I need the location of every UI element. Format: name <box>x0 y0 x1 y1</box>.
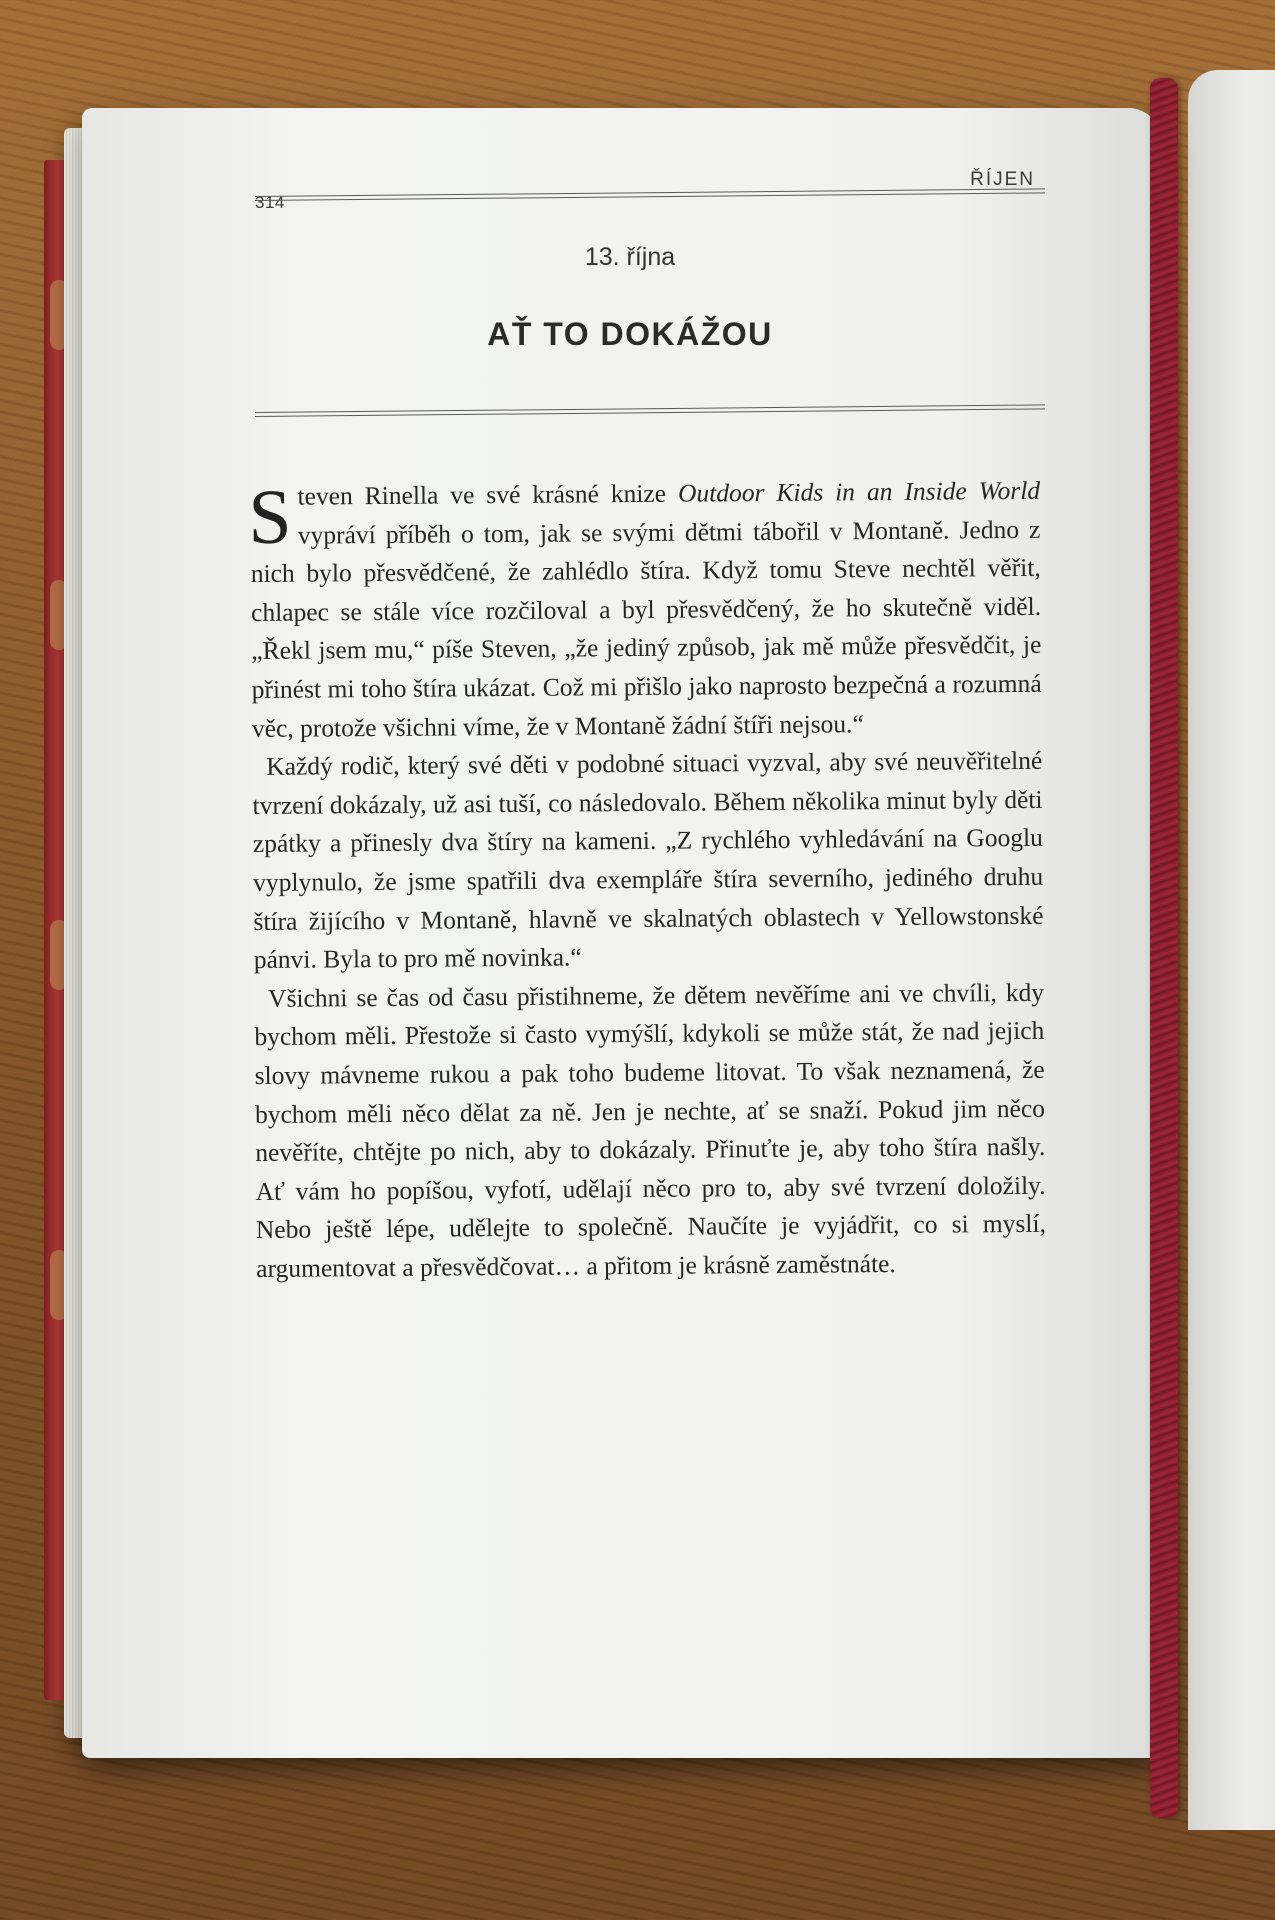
book-title: Outdoor Kids in an Inside World <box>677 475 1041 508</box>
paragraph-2: Každý rodič, který své děti v podobné situaci vyzval, aby své neuvěřitelné tvrzení dokázaly, už asi tuší, co následovalo. Během několika minut byly děti zpátky a přinesly dva štíry na kameni. „Z rychlého vyhledávání na Googlu vyplynulo, že jsme spatřili dva exempláře štíra severního, jediného druhu štíra žijícího v Montaně, hlavně ve skalnatých oblastech v Yellowstonské pánvi. Byla to pro mě novinka.“ <box>252 745 1044 975</box>
paragraph-1-text-start: teven Rinella ve své krásné knize <box>297 478 679 511</box>
page-number: 314 <box>255 193 285 212</box>
facing-page <box>1188 70 1275 1830</box>
paragraph-3: Všichni se čas od času přistihneme, že dětem nevěříme ani ve chvíli, kdy bychom měli. Přestože si často vymýšlí, kdykoli se může stát, že nad jejich slovy mávneme rukou a pak toho budeme litovat. To však neznamená, že bychom měli něco dělat za ně. Jen je nechte, ať se snaží. Pokud jim něco nevěříte, chtějte po nich, aby to dokázaly. Přinuťte je, aby toho štíra našly. Ať vám ho popíšou, vyfotí, udělají něco pro to, aby své tvrzení doložily. Nebo ještě lépe, udělejte to společně. Naučíte je vyjádřit, co si myslí, argumentovat a přesvědčovat… a přitom je krásně zaměstnáte. <box>254 977 1046 1283</box>
entry-date: 13. října <box>584 243 676 271</box>
running-head: ŘÍJEN <box>970 169 1035 190</box>
bookmark-ribbon <box>1150 78 1178 1818</box>
body-text <box>247 472 1046 1289</box>
drop-cap: S <box>247 472 293 561</box>
paragraph-1-text-rest: vypráví příběh o tom, jak se svými dětmi tábořil v Montaně. Jedno z nich bylo přesvědčené, že zahlédlo štíra. Když tomu Steve nechtěl věřit, chlapec se stále více rozčiloval a byl přesvědčený, že ho skutečně viděl. „Řekl jsem mu,“ píše Steven, „že jediný způsob, jak mě může přesvědčit, je přinést mi toho štíra ukázat. Což mi přišlo jako naprosto bezpečná a rozumná věc, protože všichni víme, že v Montaně žádní štíři nejsou.“ <box>250 514 1042 743</box>
paragraph-1 <box>247 472 1042 748</box>
entry-title: AŤ TO DOKÁŽOU <box>487 316 773 352</box>
